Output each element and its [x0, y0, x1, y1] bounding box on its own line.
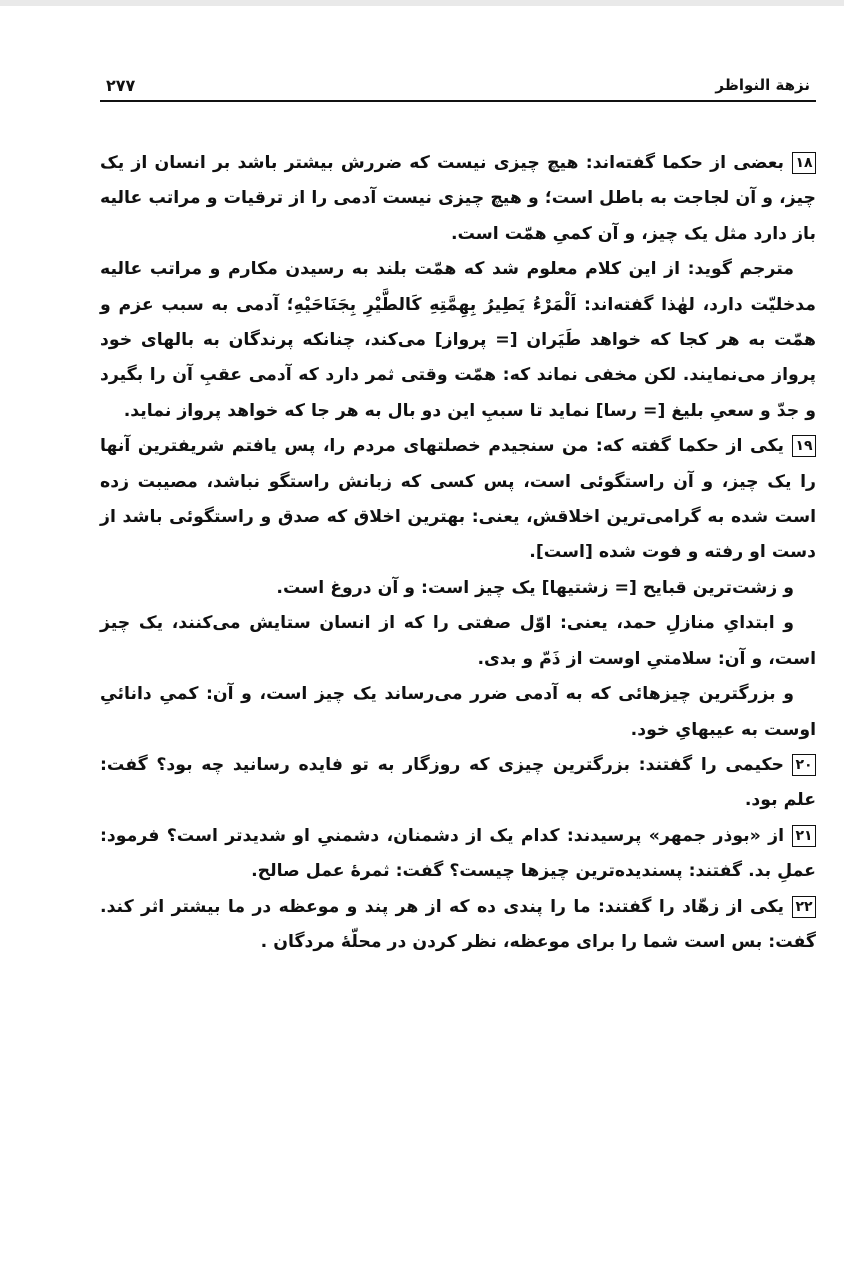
body-text — [100, 146, 816, 960]
paragraph-21 — [100, 819, 816, 890]
paragraph-19 — [100, 429, 816, 571]
paragraph-text: یکی از زهّاد را گفتند: ما را پندی ده که از هر پند و موعظه در ما بیشتر اثر کند. گفت: بس است شما را برای موعظه، نظر کردن در محلّهٔ مردگان . — [100, 896, 816, 952]
paragraph-20 — [100, 748, 816, 819]
paragraph-19-b — [100, 606, 816, 677]
paragraph-text: بعضی از حکما گفته‌اند: هیچ چیزی نیست که ضررش بیشتر باشد بر انسان از یک چیز، و آن لجاجت به باطل است؛ و هیچ چیزی نیست آدمی را از ترقیات و مراتب عالیه باز دارد مثل یک چیز، و آن کمیِ همّت است. — [100, 153, 816, 244]
paragraph-text: و زشت‌ترین قبایح [= زشتیها] یک چیز است: و آن دروغ است. — [276, 577, 794, 598]
top-strip — [0, 0, 844, 6]
paragraph-text: یکی از حکما گفته که: من سنجیدم خصلتهای مردم را، پس یافتم شریفترین آنها را یک چیز، و آن راستگوئی است، پس کسی که زبانش راستگو نباشد، مصیبت زده است شده به گرامی‌ترین اخلاقش، یعنی: بهترین اخلاق که صدق و راستگوئی باشد از دست او رفته و فوت شده [است]. — [100, 436, 816, 563]
paragraph-text: از این کلام معلوم شد که همّت بلند به رسیدن مکارم و مراتب عالیه مدخلیّت دارد، لهٰذا گفته‌اند: اَلْمَرْءُ یَطِیرُ بِهِمَّتِهِ کَالطَّیْرِ بِجَنَاحَیْهِ؛ آدمی به سبب عزم و همّت به هر کجا که خواهد طَیَران [= پرواز] می‌کند، چنانکه پرندگان به بالهای خود پرواز می‌نمایند. لکن مخفی نماند که: همّت وقتی ثمر دارد که آدمی عقبِ آن را بگیرد و جدّ و سعیِ بلیغ [= رسا] نماید تا سببِ این دو بال به هر جا که خواهد پرواز نماید. — [100, 259, 816, 421]
item-number-box: ۲۲ — [792, 896, 816, 918]
paragraph-text: و بزرگترین چیزهائی که به آدمی ضرر می‌رساند یک چیز است، و آن: کمیِ دانائیِ اوست به عیبهایِ خود. — [100, 684, 816, 740]
paragraph-text: حکیمی را گفتند: بزرگترین چیزی که روزگار به تو فایده رسانید چه بود؟ گفت: علم بود. — [100, 754, 816, 811]
paragraph-19-c — [100, 677, 816, 748]
book-page — [100, 70, 816, 960]
paragraph-18 — [100, 146, 816, 252]
item-number-box: ۲۰ — [792, 754, 816, 776]
paragraph-lead: مترجم گوید: — [687, 259, 794, 280]
paragraph-19-a — [100, 571, 816, 606]
paragraph-text: از «بوذر جمهر» پرسیدند: کدام یک از دشمنان، دشمنیِ او شدیدتر است؟ فرمود: عملِ بد. گفتند: پسندیده‌ترین چیزها چیست؟ گفت: ثمرهٔ عمل صالح. — [100, 825, 816, 882]
page-number: ۲۷۷ — [106, 76, 136, 95]
paragraph-22 — [100, 890, 816, 961]
item-number-box: ۱۹ — [792, 435, 816, 457]
running-head — [100, 70, 816, 102]
running-title: نزهة النواظر — [715, 76, 810, 94]
item-number-box: ۲۱ — [792, 825, 816, 847]
paragraph-translator-note — [100, 252, 816, 429]
item-number-box: ۱۸ — [792, 152, 816, 174]
paragraph-text: و ابتدایِ منازلِ حمد، یعنی: اوّل صفتی را که از انسان ستایش می‌کنند، یک چیز است، و آن: سلامتیِ اوست از ذَمّ و بدی. — [100, 613, 816, 669]
